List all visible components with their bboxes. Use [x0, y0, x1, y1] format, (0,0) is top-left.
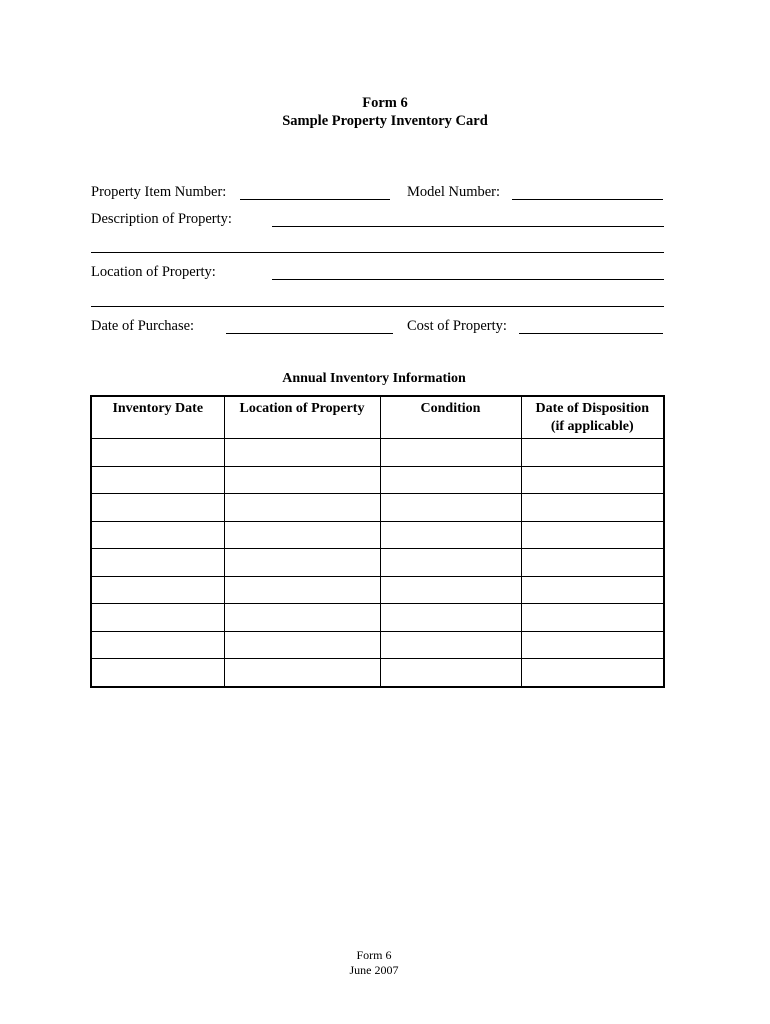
- location-field-line-1[interactable]: [272, 279, 664, 280]
- table-row: [91, 631, 664, 659]
- table-row: [91, 439, 664, 467]
- location-label: Location of Property:: [91, 264, 216, 280]
- description-field-line-1[interactable]: [272, 226, 664, 227]
- column-header-date-of-disposition: [521, 396, 664, 439]
- table-cell[interactable]: [224, 521, 380, 549]
- model-number-label: Model Number:: [407, 184, 501, 200]
- table-row: [91, 494, 664, 522]
- table-cell[interactable]: [224, 439, 380, 467]
- table-cell[interactable]: [380, 604, 521, 632]
- property-item-number-field[interactable]: [240, 199, 390, 200]
- table-cell[interactable]: [91, 439, 224, 467]
- table-cell[interactable]: [91, 549, 224, 577]
- table-cell[interactable]: [91, 521, 224, 549]
- table-cell[interactable]: [91, 576, 224, 604]
- table-cell[interactable]: [91, 659, 224, 687]
- description-field-line-2[interactable]: [91, 252, 664, 253]
- table-cell[interactable]: [380, 659, 521, 687]
- annual-inventory-table: [90, 395, 665, 688]
- table-cell[interactable]: [521, 549, 664, 577]
- table-cell[interactable]: [224, 466, 380, 494]
- table-row: [91, 549, 664, 577]
- table-header-row: [91, 396, 664, 439]
- table-cell[interactable]: [380, 466, 521, 494]
- table-row: [91, 659, 664, 687]
- table-cell[interactable]: [91, 466, 224, 494]
- cost-of-property-field[interactable]: [519, 333, 663, 334]
- column-header-condition: Condition: [380, 396, 521, 439]
- table-cell[interactable]: [380, 549, 521, 577]
- property-item-number-label: Property Item Number:: [91, 184, 227, 200]
- description-label: Description of Property:: [91, 211, 232, 227]
- date-of-purchase-field[interactable]: [226, 333, 393, 334]
- form-number: Form 6: [362, 95, 408, 111]
- column-header-date-of-disposition-line-1: Date of Disposition: [535, 401, 650, 416]
- table-row: [91, 604, 664, 632]
- table-cell[interactable]: [380, 439, 521, 467]
- table-cell[interactable]: [521, 439, 664, 467]
- table-cell[interactable]: [224, 631, 380, 659]
- table-cell[interactable]: [521, 659, 664, 687]
- table-row: [91, 576, 664, 604]
- location-field-line-2[interactable]: [91, 306, 664, 307]
- footer-form-number: Form 6: [356, 948, 392, 962]
- annual-inventory-title: Annual Inventory Information: [282, 371, 466, 386]
- table-cell[interactable]: [380, 521, 521, 549]
- model-number-field[interactable]: [512, 199, 663, 200]
- table-cell[interactable]: [521, 604, 664, 632]
- date-of-purchase-label: Date of Purchase:: [91, 318, 195, 334]
- footer-date: June 2007: [349, 963, 399, 977]
- table-cell[interactable]: [91, 631, 224, 659]
- table-cell[interactable]: [521, 494, 664, 522]
- table-cell[interactable]: [521, 521, 664, 549]
- table-cell[interactable]: [224, 604, 380, 632]
- column-header-inventory-date: Inventory Date: [91, 396, 224, 439]
- table-cell[interactable]: [521, 576, 664, 604]
- table-cell[interactable]: [380, 631, 521, 659]
- page-title: Sample Property Inventory Card: [282, 113, 488, 129]
- table-cell[interactable]: [521, 466, 664, 494]
- table-cell[interactable]: [224, 494, 380, 522]
- table-row: [91, 466, 664, 494]
- cost-of-property-label: Cost of Property:: [407, 318, 507, 334]
- table-row: [91, 521, 664, 549]
- table-cell[interactable]: [224, 576, 380, 604]
- table-cell[interactable]: [91, 604, 224, 632]
- table-cell[interactable]: [91, 494, 224, 522]
- column-header-location: Location of Property: [224, 396, 380, 439]
- column-header-date-of-disposition-line-2: (if applicable): [550, 419, 634, 434]
- table-cell[interactable]: [380, 494, 521, 522]
- table-cell[interactable]: [521, 631, 664, 659]
- table-cell[interactable]: [224, 659, 380, 687]
- table-cell[interactable]: [380, 576, 521, 604]
- table-cell[interactable]: [224, 549, 380, 577]
